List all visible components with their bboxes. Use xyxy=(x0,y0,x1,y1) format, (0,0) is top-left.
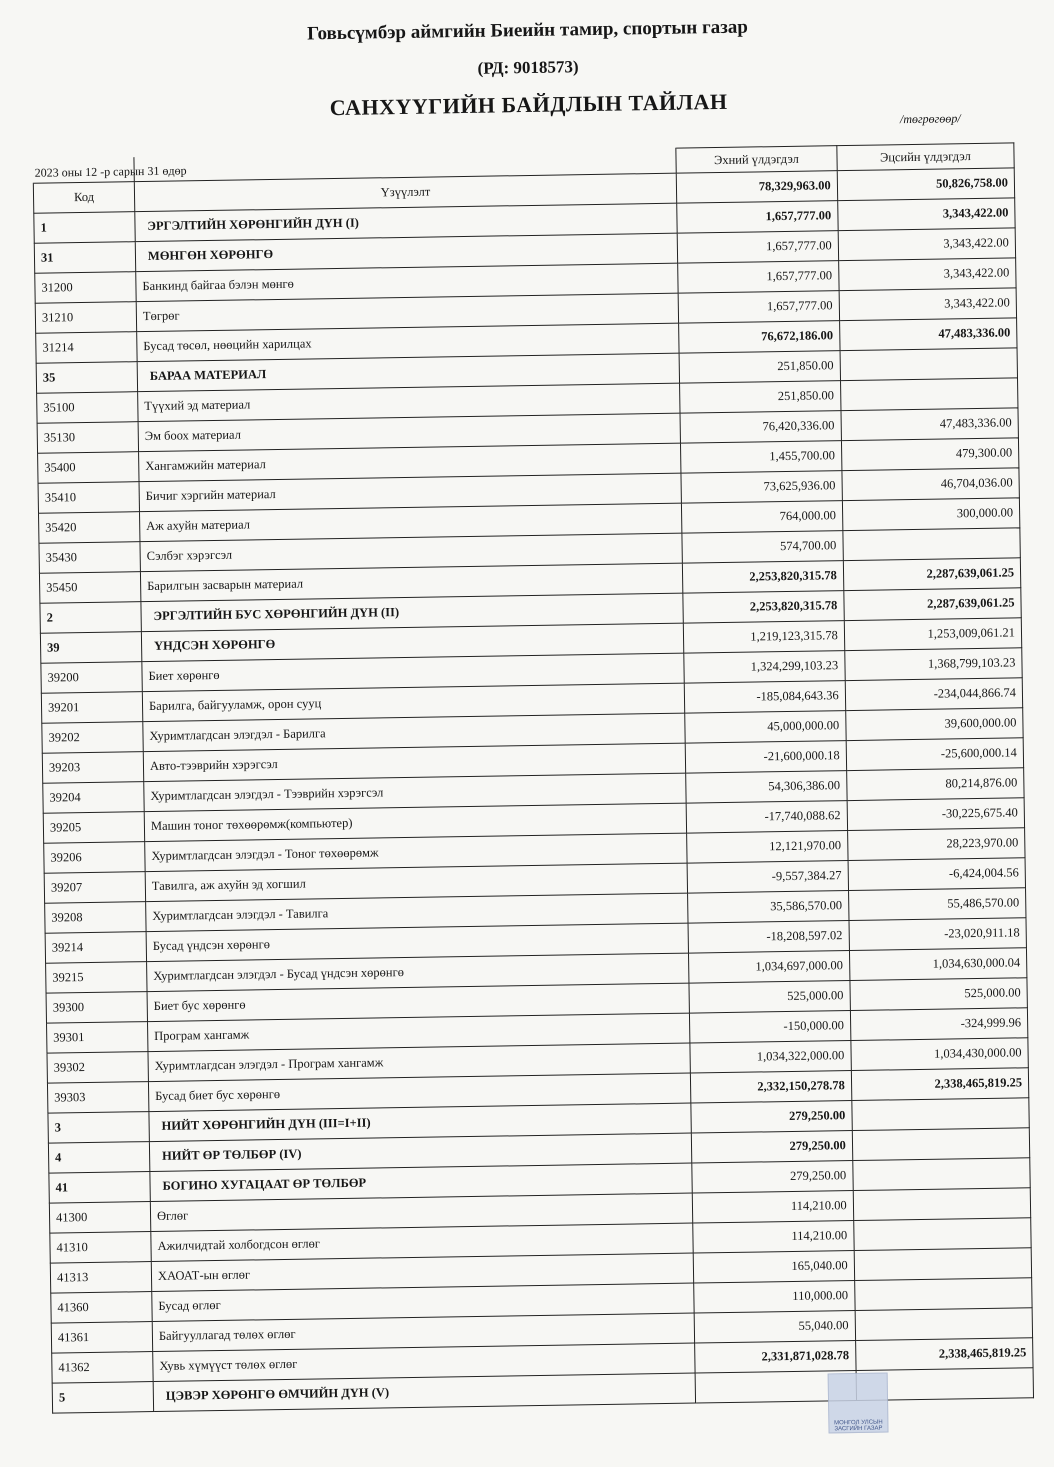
row-code: 31214 xyxy=(36,332,137,364)
row-start-balance: 165,040.00 xyxy=(693,1251,854,1284)
row-start-balance: 525,000.00 xyxy=(689,981,850,1014)
row-code: 31 xyxy=(34,242,135,274)
row-name: ЭРГЭЛТИЙН ХӨРӨНГИЙН ДҮН (I) xyxy=(135,203,677,242)
row-start-balance: 251,850.00 xyxy=(679,351,840,384)
row-code: 39205 xyxy=(43,812,144,844)
row-name: ХАОАТ-ын өглөг xyxy=(151,1253,693,1292)
row-start-balance: 1,034,322,000.00 xyxy=(690,1041,851,1074)
row-name: Бичиг хэргийн материал xyxy=(139,473,681,512)
row-start-balance: 35,586,570.00 xyxy=(688,891,849,924)
row-start-balance: -9,557,384.27 xyxy=(687,861,848,894)
row-start-balance: 1,455,700.00 xyxy=(680,441,841,474)
row-name: Бусад өглөг xyxy=(152,1283,694,1322)
row-end-balance: -324,999.96 xyxy=(850,1008,1028,1041)
row-code: 35410 xyxy=(38,482,139,514)
table-body xyxy=(33,168,1033,1413)
row-end-balance: 47,483,336.00 xyxy=(841,408,1019,441)
row-end-balance: 47,483,336.00 xyxy=(839,318,1017,351)
row-name: Үзүүлэлт xyxy=(134,173,676,212)
row-name: Эм боох материал xyxy=(138,413,680,452)
row-end-balance: 2,287,639,061.25 xyxy=(844,588,1022,621)
row-end-balance xyxy=(840,378,1018,411)
row-code: 39206 xyxy=(44,842,145,874)
row-name: Хуримтлагдсан элэгдэл - Бусад үндсэн хөрөнгө xyxy=(147,953,689,992)
row-name: Түүхий эд материал xyxy=(138,383,680,422)
row-start-balance: 110,000.00 xyxy=(694,1281,855,1314)
row-name: Хуримтлагдсан элэгдэл - Програм хангамж xyxy=(148,1043,690,1082)
row-end-balance: -30,225,675.40 xyxy=(847,798,1025,831)
row-name: Авто-тээврийн хэрэгсэл xyxy=(143,743,685,782)
row-code: 41313 xyxy=(50,1262,151,1294)
row-code: 39214 xyxy=(45,932,146,964)
row-code: 5 xyxy=(52,1382,153,1414)
row-end-balance xyxy=(854,1278,1032,1311)
row-code: 39302 xyxy=(47,1052,148,1084)
row-name: Биет хөрөнгө xyxy=(142,653,684,692)
row-name: Өглөг xyxy=(150,1193,692,1232)
row-start-balance: 2,332,150,278.78 xyxy=(690,1071,851,1104)
row-start-balance: 2,253,820,315.78 xyxy=(683,591,844,624)
row-code: 35420 xyxy=(39,512,140,544)
row-code: 39204 xyxy=(43,782,144,814)
row-name: Төгрөг xyxy=(136,293,678,332)
row-code: 35100 xyxy=(37,392,138,424)
row-name: ЭРГЭЛТИЙН БУС ХӨРӨНГИЙН ДҮН (II) xyxy=(141,593,683,632)
row-code: 39303 xyxy=(47,1082,148,1114)
row-end-balance: 28,223,970.00 xyxy=(847,828,1025,861)
government-seal-stamp xyxy=(828,1373,889,1434)
balance-sheet-table xyxy=(32,142,1034,1413)
row-name: Байгууллагад төлөх өглөг xyxy=(152,1313,694,1352)
row-code: 1 xyxy=(34,212,135,244)
row-name: Хуримтлагдсан элэгдэл - Тоног төхөөрөмж xyxy=(145,833,687,872)
row-code: 3 xyxy=(48,1112,149,1144)
row-name: Ажилчидтай холбогдсон өглөг xyxy=(151,1223,693,1262)
row-name: Биет бус хөрөнгө xyxy=(147,983,689,1022)
row-start-balance: 73,625,936.00 xyxy=(681,471,842,504)
row-end-balance: -25,600,000.14 xyxy=(846,738,1024,771)
row-start-balance: 574,700.00 xyxy=(682,531,843,564)
row-code: 35450 xyxy=(39,572,140,604)
row-end-balance: 3,343,422.00 xyxy=(838,228,1016,261)
row-start-balance: -150,000.00 xyxy=(689,1011,850,1044)
row-code: Код xyxy=(33,182,134,214)
row-name: НИЙТ ХӨРӨНГИЙН ДҮН (III=I+II) xyxy=(149,1103,691,1142)
row-name: Хувь хүмүүст төлөх өглөг xyxy=(153,1343,695,1382)
row-end-balance: 2,338,465,819.25 xyxy=(855,1338,1033,1371)
row-name: ЦЭВЭР ХӨРӨНГӨ ӨМЧИЙН ДҮН (V) xyxy=(153,1373,695,1412)
row-end-balance: 80,214,876.00 xyxy=(846,768,1024,801)
row-end-balance: -23,020,911.18 xyxy=(849,918,1027,951)
row-start-balance: -21,600,000.18 xyxy=(685,741,846,774)
row-name: МӨНГӨН ХӨРӨНГӨ xyxy=(135,233,677,272)
row-end-balance: 300,000.00 xyxy=(842,498,1020,531)
row-start-balance: 1,219,123,315.78 xyxy=(683,621,844,654)
row-code: 39202 xyxy=(42,722,143,754)
row-name: Хуримтлагдсан элэгдэл - Барилга xyxy=(143,713,685,752)
row-code: 41300 xyxy=(49,1202,150,1234)
row-start-balance: 2,253,820,315.78 xyxy=(682,561,843,594)
row-name: БАРАА МАТЕРИАЛ xyxy=(137,353,679,392)
row-end-balance xyxy=(852,1128,1030,1161)
row-code: 41360 xyxy=(51,1292,152,1324)
row-code: 39207 xyxy=(44,872,145,904)
row-end-balance: -6,424,004.56 xyxy=(848,858,1026,891)
organization-name: Говьсүмбэр аймгийн Биеийн тамир, спортын газар xyxy=(306,16,748,45)
row-end-balance xyxy=(843,528,1021,561)
row-start-balance: 279,250.00 xyxy=(691,1101,852,1134)
row-end-balance xyxy=(840,348,1018,381)
row-start-balance: 78,329,963.00 xyxy=(676,171,837,204)
row-name: БОГИНО ХУГАЦААТ ӨР ТӨЛБӨР xyxy=(150,1163,692,1202)
header-end: Эцсийн үлдэгдэл xyxy=(837,143,1015,171)
row-start-balance: 54,306,386.00 xyxy=(686,771,847,804)
row-end-balance: 2,287,639,061.25 xyxy=(843,558,1021,591)
row-code: 39203 xyxy=(42,752,143,784)
row-start-balance: 764,000.00 xyxy=(681,501,842,534)
row-end-balance xyxy=(855,1308,1033,1341)
row-code: 39208 xyxy=(45,902,146,934)
row-code: 35430 xyxy=(39,542,140,574)
row-start-balance: 55,040.00 xyxy=(694,1311,855,1344)
report-title: САНХҮҮГИЙН БАЙДЛЫН ТАЙЛАН xyxy=(329,88,728,121)
row-start-balance: 1,324,299,103.23 xyxy=(684,651,845,684)
row-name: Машин тоног төхөөрөмж(компьютер) xyxy=(144,803,686,842)
row-name: Тавилга, аж ахуйн эд хогшил xyxy=(145,863,687,902)
row-start-balance: -18,208,597.02 xyxy=(688,921,849,954)
row-name: ҮНДСЭН ХӨРӨНГӨ xyxy=(141,623,683,662)
row-start-balance: 279,250.00 xyxy=(692,1161,853,1194)
row-end-balance: 479,300.00 xyxy=(841,438,1019,471)
row-name: Бусад төсөл, нөөцийн харилцах xyxy=(137,323,679,362)
row-end-balance xyxy=(854,1248,1032,1281)
row-end-balance: 1,034,630,000.04 xyxy=(849,948,1027,981)
row-code: 41 xyxy=(49,1172,150,1204)
row-end-balance: 1,034,430,000.00 xyxy=(851,1038,1029,1071)
row-start-balance: 45,000,000.00 xyxy=(685,711,846,744)
row-start-balance: 1,657,777.00 xyxy=(678,291,839,324)
row-start-balance: 76,672,186.00 xyxy=(679,321,840,354)
row-code: 41310 xyxy=(50,1232,151,1264)
row-code: 2 xyxy=(40,602,141,634)
row-start-balance: 1,034,697,000.00 xyxy=(688,951,849,984)
row-end-balance: 50,826,758.00 xyxy=(837,168,1015,201)
row-name: Банкинд байгаа бэлэн мөнгө xyxy=(136,263,678,302)
row-code: 39201 xyxy=(41,692,142,724)
row-name: Бусад үндсэн хөрөнгө xyxy=(146,923,688,962)
report-date: 2023 оны 12 -р сарын 31 өдөр xyxy=(34,163,187,180)
row-code: 35 xyxy=(36,362,137,394)
row-code: 41362 xyxy=(52,1352,153,1384)
row-name: Аж ахуйн материал xyxy=(139,503,681,542)
row-name: Хуримтлагдсан элэгдэл - Тээврийн хэрэгсэл xyxy=(144,773,686,812)
row-start-balance: 12,121,970.00 xyxy=(687,831,848,864)
row-start-balance: 2,331,871,028.78 xyxy=(695,1341,856,1374)
row-name: Бусад биет бус хөрөнгө xyxy=(148,1073,690,1112)
row-code: 41361 xyxy=(51,1322,152,1354)
row-code: 39200 xyxy=(41,662,142,694)
row-end-balance: 46,704,036.00 xyxy=(842,468,1020,501)
row-code: 39300 xyxy=(46,992,147,1024)
row-code: 39301 xyxy=(47,1022,148,1054)
row-end-balance xyxy=(853,1218,1031,1251)
row-start-balance: 251,850.00 xyxy=(680,381,841,414)
row-code: 31210 xyxy=(35,302,136,334)
row-start-balance: 114,210.00 xyxy=(693,1221,854,1254)
row-end-balance xyxy=(853,1188,1031,1221)
row-end-balance: 1,253,009,061.21 xyxy=(844,618,1022,651)
row-start-balance: -17,740,088.62 xyxy=(686,801,847,834)
row-code: 31200 xyxy=(35,272,136,304)
currency-unit: /төгрөгөөр/ xyxy=(899,111,961,127)
header-code xyxy=(33,157,134,184)
header-start: Эхний үлдэгдэл xyxy=(676,146,837,174)
row-start-balance: 1,657,777.00 xyxy=(677,231,838,264)
row-code: 35130 xyxy=(37,422,138,454)
row-end-balance: 3,343,422.00 xyxy=(838,258,1016,291)
row-name: Барилгын засварын материал xyxy=(140,563,682,602)
row-code: 39 xyxy=(40,632,141,664)
row-start-balance: 1,657,777.00 xyxy=(677,201,838,234)
row-end-balance: 2,338,465,819.25 xyxy=(851,1068,1029,1101)
row-end-balance: -234,044,866.74 xyxy=(845,678,1023,711)
row-end-balance xyxy=(853,1158,1031,1191)
stamp-text: МОНГОЛ УЛСЫН ЗАСГИЙН ГАЗАР xyxy=(834,1419,883,1433)
row-name: Хуримтлагдсан элэгдэл - Тавилга xyxy=(146,893,688,932)
row-end-balance: 525,000.00 xyxy=(850,978,1028,1011)
row-name: Програм хангамж xyxy=(147,1013,689,1052)
row-end-balance: 1,368,799,103.23 xyxy=(845,648,1023,681)
row-name: Сэлбэг хэрэгсэл xyxy=(140,533,682,572)
row-name: Барилга, байгууламж, орон сууц xyxy=(142,683,684,722)
row-code: 35400 xyxy=(38,452,139,484)
row-code: 39215 xyxy=(46,962,147,994)
row-start-balance: -185,084,643.36 xyxy=(684,681,845,714)
registration-number: (РД: 9018573) xyxy=(477,57,579,78)
row-end-balance: 3,343,422.00 xyxy=(837,198,1015,231)
row-end-balance: 55,486,570.00 xyxy=(848,888,1026,921)
row-start-balance: 114,210.00 xyxy=(692,1191,853,1224)
row-name: НИЙТ ӨР ТӨЛБӨР (IV) xyxy=(149,1133,691,1172)
row-code: 4 xyxy=(48,1142,149,1174)
row-start-balance: 279,250.00 xyxy=(691,1131,852,1164)
row-start-balance: 1,657,777.00 xyxy=(678,261,839,294)
row-end-balance: 3,343,422.00 xyxy=(839,288,1017,321)
row-start-balance: 76,420,336.00 xyxy=(680,411,841,444)
row-end-balance: 39,600,000.00 xyxy=(845,708,1023,741)
row-end-balance xyxy=(852,1098,1030,1131)
row-name: Хангамжийн материал xyxy=(139,443,681,482)
